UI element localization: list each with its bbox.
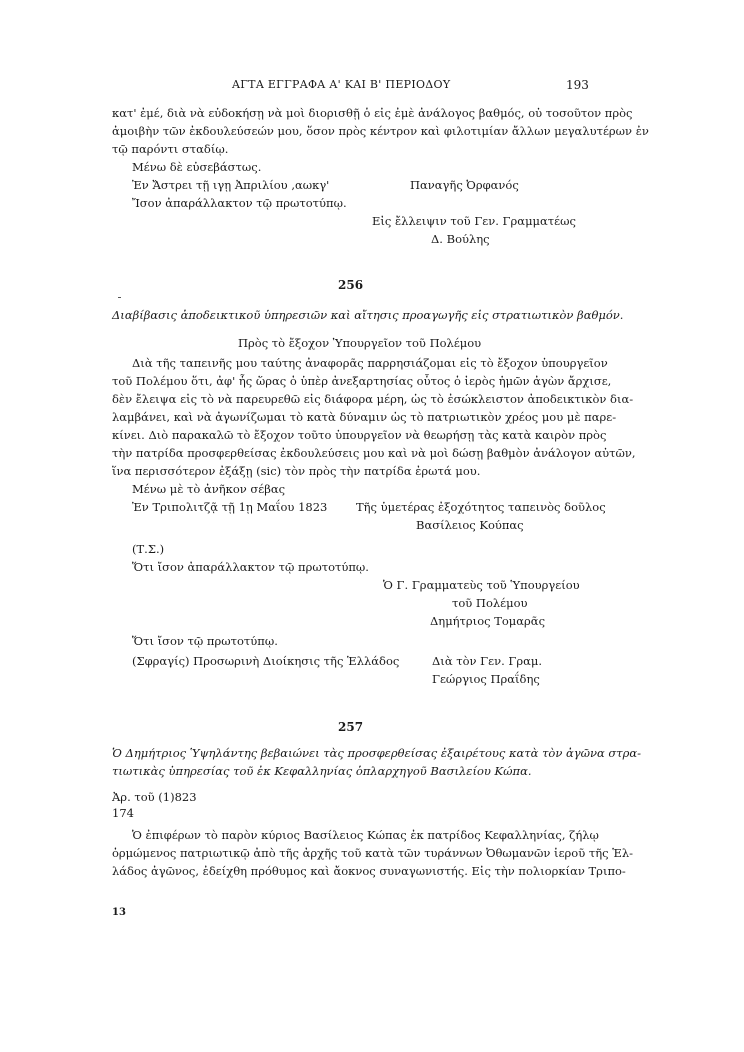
doc-256-secretary2-line-2: Γεώργιος Πραΐδης — [432, 672, 540, 686]
doc-257-line-2: ὁρμώμενος πατριωτικῷ ἀπὸ τῆς ἀρχῆς τοῦ κατὰ τῶν τυράννων Ὀθωμανῶν ἱεροῦ τῆς Ἑλ- — [112, 846, 634, 860]
doc-256-ts: (Τ.Σ.) — [132, 542, 165, 556]
top-line-1: κατ' ἐμέ, διὰ νὰ εὐδοκήσῃ νὰ μοὶ διορισθῇ ὁ εἰς ἐμὲ ἀνάλογος βαθμός, οὐ τοσοῦτον πρὸς — [112, 106, 633, 120]
doc-257-number: 257 — [338, 720, 364, 734]
doc-256-seal: (Σφραγίς) Προσωρινὴ Διοίκησις τῆς Ἑλλάδος — [132, 654, 400, 668]
doc-256-line-6: τὴν πατρίδα προσφερθείσας ἐκδουλεύσεις μου καὶ νὰ μοὶ δώσῃ βαθμὸν ἀνάλογον αὐτῶν, — [112, 446, 636, 460]
doc-256-secretary-line-2: τοῦ Πολέμου — [452, 596, 528, 610]
doc-257-line-3: λάδος ἀγῶνος, ἐδείχθη πρόθυμος καὶ ἄοκνος συναγωνιστής. Εἰς τὴν πολιορκίαν Τριπο- — [112, 864, 626, 878]
doc-257-title-line-1: Ὁ Δημήτριος Ὑψηλάντης βεβαιώνει τὰς προσφερθείσας ἐξαιρέτους κατὰ τὸν ἀγῶνα στρα- — [112, 746, 642, 760]
doc-257-ref-2: 174 — [112, 806, 134, 820]
doc-256-closing: Μένω μὲ τὸ ἀνῆκον σέβας — [132, 482, 286, 496]
doc-256-copy-note-2: Ὅτι ἴσον τῷ πρωτοτύπῳ. — [132, 634, 278, 648]
signature-mark: 13 — [112, 907, 126, 918]
doc-257-ref-1: Ἀρ. τοῦ (1)823 — [112, 790, 197, 804]
top-line-3: τῷ παρόντι σταδίῳ. — [112, 142, 229, 156]
doc-256-line-3: δὲν ἔλειψα εἰς τὸ νὰ παρευρεθῶ εἰς διάφορα μέρη, ὡς τὸ ἐσώκλειστον ἀποδεικτικὸν δια- — [112, 392, 634, 406]
doc-256-line-4: λαμβάνει, καὶ νὰ ἀγωνίζωμαι τὸ κατὰ δύναμιν ὡς τὸ πατριωτικὸν χρέος μου μὲ παρε- — [112, 410, 617, 424]
doc-256-secretary2-line-1: Διὰ τὸν Γεν. Γραμ. — [432, 654, 543, 668]
page-number: 193 — [566, 78, 589, 92]
top-line-2: ἀμοιβὴν τῶν ἐκδουλεύσεών μου, ὅσον πρὸς κέντρον καὶ φιλοτιμίαν ἄλλων μεγαλυτέρων ἐν — [112, 124, 649, 138]
doc-257-title-line-2: τιωτικὰς ὑπηρεσίας τοῦ ἐκ Κεφαλληνίας ὁπλαρχηγοῦ Βασιλείου Κώπα. — [112, 764, 532, 778]
top-place-date: Ἐν Ἄστρει τῇ ιγῃ Ἀπριλίου ,αωκγ' — [132, 178, 330, 192]
doc-256-place-date: Ἐν Τριπολιτζᾷ τῇ 1ῃ Μαΐου 1823 — [132, 500, 328, 514]
stray-mark — [118, 297, 121, 298]
doc-256-secretary-line-3: Δημήτριος Τομαρᾶς — [430, 614, 546, 628]
doc-256-line-1: Διὰ τῆς ταπεινῆς μου ταύτης ἀναφορᾶς παρρησιάζομαι εἰς τὸ ἔξοχον ὑπουργεῖον — [132, 356, 608, 370]
doc-256-secretary-line-1: Ὁ Γ. Γραμματεὺς τοῦ Ὑπουργείου — [383, 578, 580, 592]
doc-256-line-5: κίνει. Διὸ παρακαλῶ τὸ ἔξοχον τοῦτο ὑπουργεῖον νὰ θεωρήσῃ τὰς κατὰ καιρὸν πρὸς — [112, 428, 607, 442]
doc-256-line-7: ἵνα περισσότερον ἐξάξῃ (sic) τὸν πρὸς τὴν πατρίδα ἐρωτά μου. — [112, 464, 481, 478]
running-title: ΑΓΤΑ ΕΓΓΡΑΦΑ Α' ΚΑΙ Β' ΠΕΡΙΟΔΟΥ — [232, 78, 451, 91]
top-secretary-line-1: Εἰς ἔλλειψιν τοῦ Γεν. Γραμματέως — [372, 214, 576, 228]
doc-256-title: Διαβίβασις ἀποδεικτικοῦ ὑπηρεσιῶν καὶ αἴτησις προαγωγῆς εἰς στρατιωτικὸν βαθμόν. — [112, 308, 624, 322]
doc-256-signature-line-1: Τῆς ὑμετέρας ἐξοχότητος ταπεινὸς δοῦλος — [356, 500, 606, 514]
doc-256-number: 256 — [338, 278, 364, 292]
doc-257-line-1: Ὁ ἐπιφέρων τὸ παρὸν κύριος Βασίλειος Κώπας ἐκ πατρίδος Κεφαλληνίας, ζήλῳ — [132, 828, 599, 842]
doc-256-addressee: Πρὸς τὸ ἔξοχον Ὑπουργεῖον τοῦ Πολέμου — [238, 336, 482, 350]
doc-256-copy-note-1: Ὅτι ἴσον ἀπαράλλακτον τῷ πρωτοτύπῳ. — [132, 560, 369, 574]
doc-256-signature-line-2: Βασίλειος Κούπας — [416, 518, 524, 532]
top-secretary-line-2: Δ. Βούλης — [431, 232, 490, 246]
top-signer: Παναγῆς Ὀρφανός — [410, 178, 519, 192]
doc-256-line-2: τοῦ Πολέμου ὅτι, ἀφ' ἧς ὥρας ὁ ὑπὲρ ἀνεξαρτησίας οὗτος ὁ ἱερὸς ἡμῶν ἀγὼν ἄρχισε, — [112, 374, 612, 388]
top-copy-note: Ἴσον ἀπαράλλακτον τῷ πρωτοτύπῳ. — [132, 196, 347, 210]
top-closing: Μένω δὲ εὐσεβάστως. — [132, 160, 262, 174]
